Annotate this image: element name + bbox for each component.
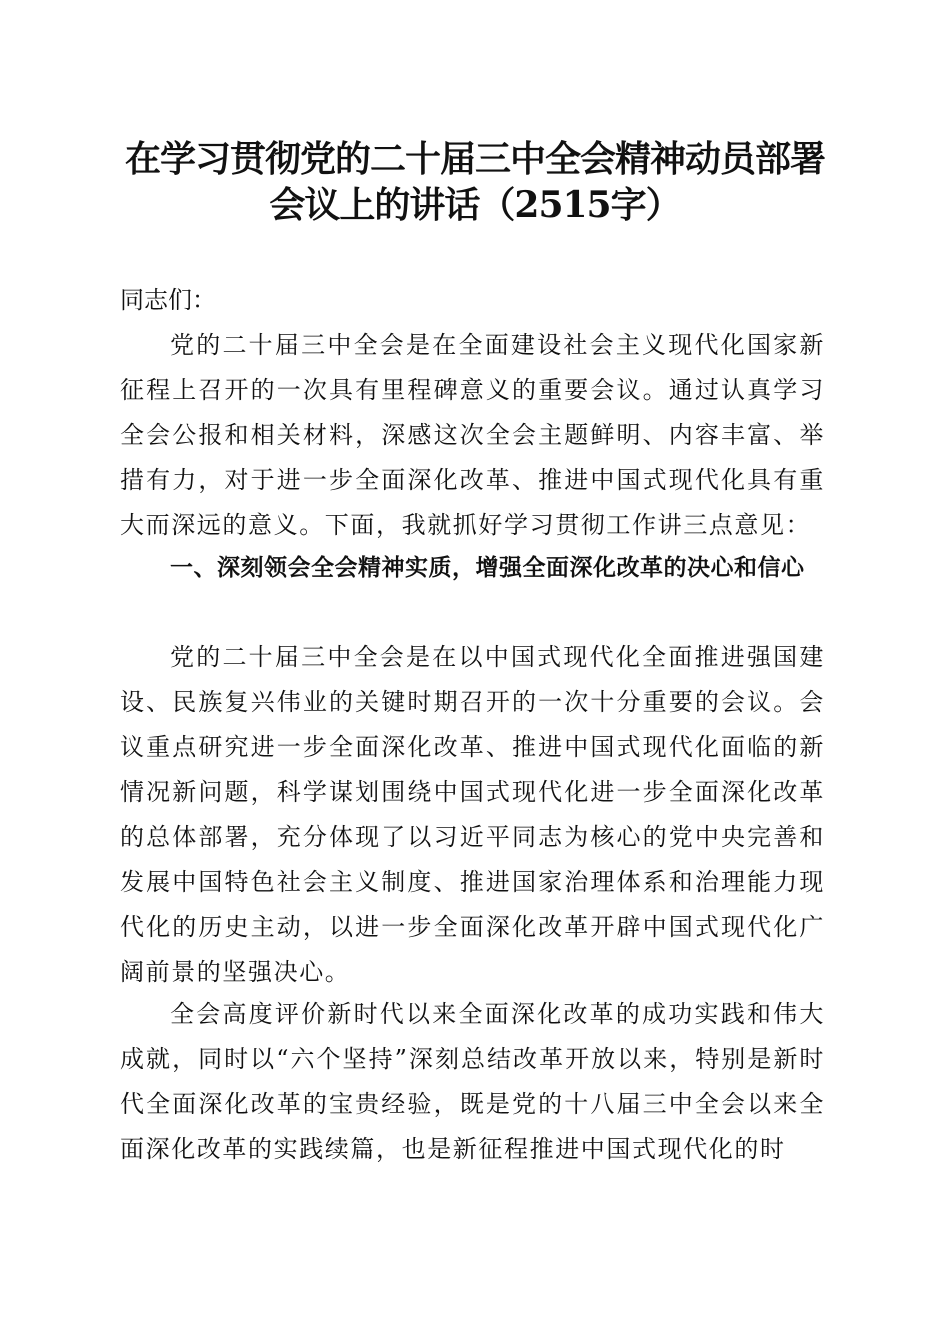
salutation: 同志们：	[120, 286, 216, 314]
paragraph-2: 党的二十届三中全会是在以中国式现代化全面推进强国建设、民族复兴伟业的关键时期召开的一次十分重要的会议。会议重点研究进一步全面深化改革、推进中国式现代化面临的新情况新问题，科学谋划围绕中国式现代化进一步全面深化改革的总体部署，充分体现了以习近平同志为核心的党中央完善和发展中国特色社会主义制度、推进国家治理体系和治理能力现代化的历史主动，以进一步全面深化改革开辟中国式现代化广阔前景的坚强决心。	[120, 643, 825, 986]
paragraph-1: 党的二十届三中全会是在全面建设社会主义现代化国家新征程上召开的一次具有里程碑意义的重要会议。通过认真学习全会公报和相关材料，深感这次全会主题鲜明、内容丰富、举措有力，对于进一步全面深化改革、推进中国式现代化具有重大而深远的意义。下面，我就抓好学习贯彻工作讲三点意见：	[120, 331, 825, 539]
document-title-line-1: 在学习贯彻党的二十届三中全会精神动员部署	[124, 138, 825, 180]
section-1-heading: 一、深刻领会全会精神实质，增强全面深化改革的决心和信心	[170, 555, 805, 581]
paragraph-3: 全会高度评价新时代以来全面深化改革的成功实践和伟大成就，同时以“六个坚持”深刻总结改革开放以来，特别是新时代全面深化改革的宝贵经验，既是党的十八届三中全会以来全面深化改革的实践续篇，也是新征程推进中国式现代化的时	[120, 1000, 825, 1163]
document-title-line-2: 会议上的讲话（2515字）	[269, 184, 681, 226]
